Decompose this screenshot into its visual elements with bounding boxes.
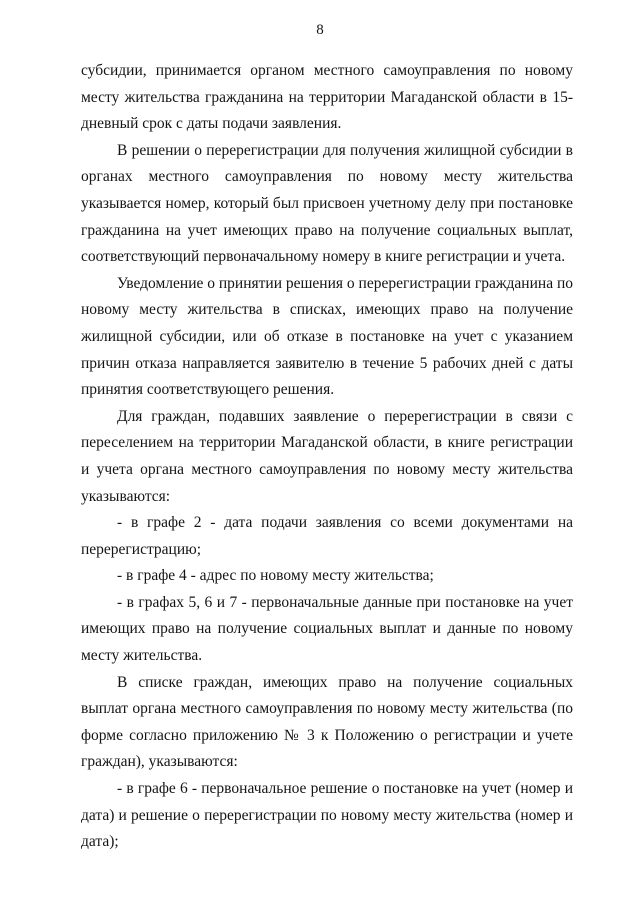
document-body — [81, 58, 573, 856]
page-number: 8 — [316, 22, 324, 38]
paragraph-citizens-list: В списке граждан, имеющих право на получение социальных выплат органа местного самоуправления по новому месту жительства (по форме согласно приложению № 3 к Положению о регистрации и учете граждан), указываются: — [81, 673, 573, 771]
paragraph-continuation: субсидии, принимается органом местного самоуправления по новому месту жительства гражданина на территории Магаданской области в 15-дневный срок с даты подачи заявления. — [81, 62, 573, 133]
list-item-column-2: - в графе 2 - дата подачи заявления со всеми документами на перерегистрацию; — [81, 514, 573, 558]
paragraph-registration-book: Для граждан, подавших заявление о перерегистрации в связи с переселением на территории Магаданской области, в книге регистрации и учета органа местного самоуправления по новому месту жительства указываются: — [81, 407, 573, 505]
list-item-column-4: - в графе 4 - адрес по новому месту жительства; — [117, 567, 434, 585]
list-item-columns-5-6-7: - в графах 5, 6 и 7 - первоначальные данные при постановке на учет имеющих право на получение социальных выплат и данные по новому месту жительства. — [81, 593, 573, 665]
list-item-column-6: - в графе 6 - первоначальное решение о постановке на учет (номер и дата) и решение о перерегистрации по новому месту жительства (номер и дата); — [81, 780, 573, 851]
paragraph-notification: Уведомление о принятии решения о перерегистрации гражданина по новому месту жительства в списках, имеющих право на получение жилищной субсидии, или об отказе в постановке на учет с указанием причин отказа направляется заявителю в течение 5 рабочих дней с даты принятия соответствующего решения. — [81, 274, 573, 399]
paragraph-registration-number: В решении о перерегистрации для получения жилищной субсидии в органах местного самоуправления по новому месту жительства указывается номер, который был присвоен учетному делу при постановке гражданина на учет имеющих право на получение социальных выплат, соответствующий первоначальному номеру в книге регистрации и учета. — [81, 141, 573, 266]
